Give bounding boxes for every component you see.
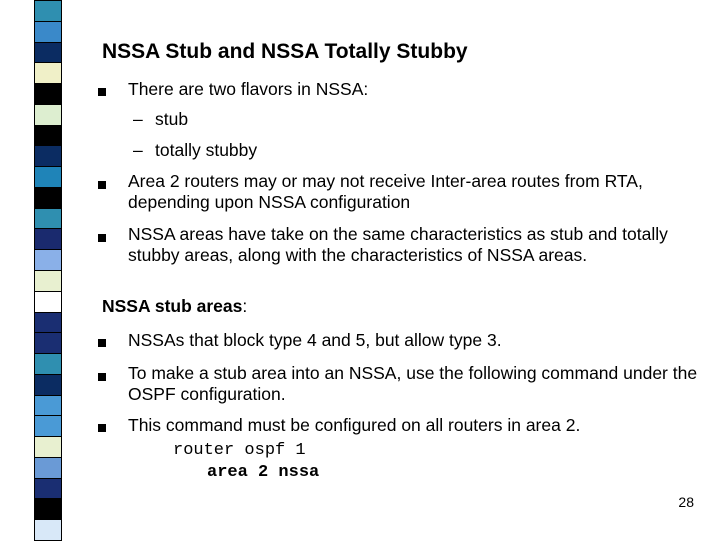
stripe-block	[34, 125, 62, 147]
dash-marker: –	[133, 140, 143, 160]
stripe-block	[34, 0, 62, 22]
sub-item-totally-stubby	[133, 140, 257, 161]
sub-item-label: totally stubby	[155, 140, 258, 160]
decorative-color-stripe	[0, 0, 62, 540]
sub-item-stub	[133, 109, 188, 130]
bullet-marker	[98, 420, 106, 435]
bullet-text-nssas-block: NSSAs that block type 4 and 5, but allow type 3.	[128, 330, 502, 350]
stripe-block	[34, 83, 62, 105]
bullet-text-area2: Area 2 routers may or may not receive Inter-area routes from RTA, depending upon NSSA configuration	[128, 171, 643, 212]
slide-title: NSSA Stub and NSSA Totally Stubby	[102, 40, 468, 63]
stripe-block	[34, 104, 62, 126]
section-heading-colon: :	[242, 296, 248, 316]
stripe-block	[34, 42, 62, 64]
stripe-block	[34, 415, 62, 437]
dash-marker: –	[133, 109, 143, 129]
stripe-block	[34, 395, 62, 417]
page-number: 28	[678, 494, 694, 510]
stripe-block	[34, 166, 62, 188]
sub-item-label: stub	[155, 109, 189, 129]
stripe-block	[34, 187, 62, 209]
bullet-marker	[98, 335, 106, 350]
bullet-marker	[98, 369, 106, 384]
stripe-block	[34, 498, 62, 520]
bullet-text-make-stub: To make a stub area into an NSSA, use the following command under the OSPF configuration.	[128, 363, 698, 404]
stripe-block	[34, 436, 62, 458]
bullet-marker	[98, 177, 106, 192]
stripe-block	[34, 249, 62, 271]
section-heading-label: NSSA stub areas	[102, 296, 243, 316]
stripe-block	[34, 62, 62, 84]
stripe-block	[34, 208, 62, 230]
bullet-text-configured: This command must be configured on all routers in area 2.	[128, 415, 581, 435]
code-line-area-nssa: area 2 nssa	[207, 463, 320, 482]
bullet-text-flavors: There are two flavors in NSSA:	[128, 79, 369, 99]
code-line-router-ospf: router ospf 1	[173, 441, 306, 460]
stripe-block	[34, 519, 62, 541]
bullet-marker	[98, 230, 106, 245]
stripe-block	[34, 353, 62, 375]
bullet-marker	[98, 84, 106, 99]
stripe-block	[34, 478, 62, 500]
stripe-block	[34, 228, 62, 250]
stripe-block	[34, 332, 62, 354]
stripe-block	[34, 374, 62, 396]
stripe-block	[34, 270, 62, 292]
section-heading	[102, 296, 247, 317]
stripe-block	[34, 21, 62, 43]
stripe-block	[34, 145, 62, 167]
stripe-block	[34, 457, 62, 479]
bullet-text-characteristics: NSSA areas have take on the same characteristics as stub and totally stubby areas, along with the characteristics of NSSA areas.	[128, 224, 668, 265]
stripe-block	[34, 312, 62, 334]
stripe-block	[34, 291, 62, 313]
